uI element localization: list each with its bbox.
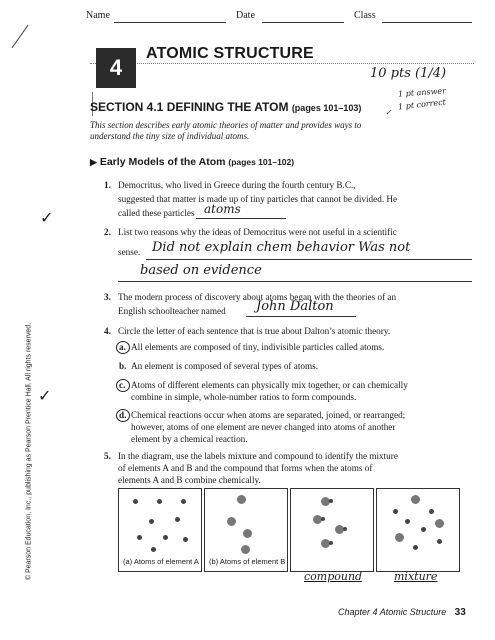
q2-answer-line2[interactable] [118,281,472,282]
q1-number: 1. [104,180,111,190]
q5-line1: In the diagram, use the labels mixture and compound to identify the mixture [118,451,398,461]
atom-a [163,535,168,540]
section-intro-line1: This section describes early atomic theories of matter and provides ways to [90,120,362,130]
q5-number: 5. [104,451,111,461]
box-a-caption: (a) Atoms of element A [123,557,199,566]
q4-option-d-letter: d. [119,410,127,420]
mixture-atom-a [405,519,410,524]
grading-note-correct: 1 pt correct [397,97,447,112]
subsection-heading [90,156,294,168]
q4-option-c-letter: c. [119,380,126,390]
atom-a [151,547,156,552]
section-intro-line2: understand the tiny size of individual atoms. [90,131,250,141]
subsection-pages: (pages 101–102) [228,157,295,167]
q1-answer-line[interactable] [196,218,286,219]
grading-check-mark: ✓ [385,108,392,117]
molecule-ab [321,517,325,521]
section-heading-pages: (pages 101–103) [291,103,362,113]
q4-option-d-line1: Chemical reactions occur when atoms are separated, joined, or rearranged; [131,410,406,420]
q4-number: 4. [104,326,111,336]
mixture-atom-b [411,495,420,504]
box-b-caption: (b) Atoms of element B [209,557,286,566]
atom-a [183,537,188,542]
atom-b [227,517,236,526]
atom-a [133,499,138,504]
box-c-answer: compound [304,570,363,583]
q2-number: 2. [104,227,111,237]
atom-b [237,495,246,504]
footer [338,602,466,620]
diagram-box-a [118,488,202,572]
q4-check-icon: ✓ [38,386,52,405]
section-heading [90,100,361,114]
diagram-box-c [290,488,374,572]
molecule-ab [343,527,347,531]
q3-answer: John Dalton [256,299,334,314]
name-line[interactable] [114,22,226,23]
q3-line1: The modern process of discovery about atoms began with the theories of an [118,292,397,302]
q1-answer: atoms [204,202,241,216]
footer-text: Chapter 4 Atomic Structure [338,607,447,617]
q4-option-d-line2: however, atoms of one element are never changed into atoms of another [131,422,396,432]
q1-check-icon: ✓ [40,208,54,227]
mixture-atom-b [395,533,404,542]
q1-line1: Democritus, who lived in Greece during the fourth century B.C., [118,180,356,190]
q3-answer-line[interactable] [246,316,356,317]
name-label: Name [86,10,110,21]
diagram-box-b [204,488,288,572]
q1-line3: called these particles [118,208,195,218]
q3-line2: English schoolteacher named [118,306,226,316]
q4-option-b-text: An element is composed of several types of atoms. [131,361,319,371]
box-d-answer: mixture [394,570,438,583]
q1-line2: suggested that matter is made up of tiny particles that cannot be divided. He [118,194,398,204]
subsection-title: Early Models of the Atom [99,156,226,168]
q4-option-c-line1: Atoms of different elements can physically mix together, or can chemically [131,380,408,390]
date-line[interactable] [262,22,344,23]
mixture-atom-a [429,509,434,514]
grading-score: 10 pts (1/4) [370,66,447,81]
q2-line2: sense. [118,247,141,257]
chapter-number-badge [96,48,136,88]
mixture-atom-a [393,509,398,514]
q4-prompt: Circle the letter of each sentence that is true about Dalton’s atomic theory. [118,326,391,336]
chapter-dotted-rule [90,63,474,64]
page-number: 33 [454,607,466,618]
q2-line1: List two reasons why the ideas of Democritus were not useful in a scientific [118,227,397,237]
q2-answer2: based on evidence [140,263,262,278]
q4-option-a-text: All elements are composed of tiny, indivisible particles called atoms. [131,342,385,352]
atom-a [137,535,142,540]
atom-a [157,499,162,504]
q5-line2: of elements A and B and the compound that forms when the atoms of [118,463,373,473]
mixture-atom-a [413,545,418,550]
corner-pen-mark [12,25,29,49]
chapter-number: 4 [109,55,123,80]
q4-option-b-letter[interactable]: b. [119,361,127,371]
grading-note-answer: 1 pt answer [397,86,447,99]
subsection-arrow-icon: ▶ [90,157,97,167]
molecule-ab [329,499,333,503]
q3-number: 3. [104,292,111,302]
diagram-box-d [376,488,460,572]
copyright-notice: © Pearson Education, Inc., publishing as Pearson Prentice Hall. All rights reserved. [25,322,33,581]
molecule-ab [329,541,333,545]
mixture-atom-a [421,527,426,532]
atom-b [243,529,252,538]
date-label: Date [236,10,255,21]
mixture-atom-b [435,519,444,528]
atom-a [149,519,154,524]
q2-answer-line1[interactable] [146,259,472,260]
q4-option-d-line3: element by a chemical reaction. [131,434,248,444]
q4-option-a-letter: a. [119,342,126,352]
section-heading-title: SECTION 4.1 DEFINING THE ATOM [90,100,289,114]
mixture-atom-a [437,539,442,544]
atom-b [241,545,250,554]
chapter-title: ATOMIC STRUCTURE [146,45,314,62]
atom-a [181,499,186,504]
atom-a [175,517,180,522]
class-label: Class [354,10,376,21]
class-line[interactable] [382,22,472,23]
q5-line3: elements A and B combine chemically. [118,475,261,485]
q4-option-c-line2: combine in simple, whole-number ratios to form compounds. [131,392,357,402]
q2-answer1: Did not explain chem behavior Was not [152,240,411,255]
